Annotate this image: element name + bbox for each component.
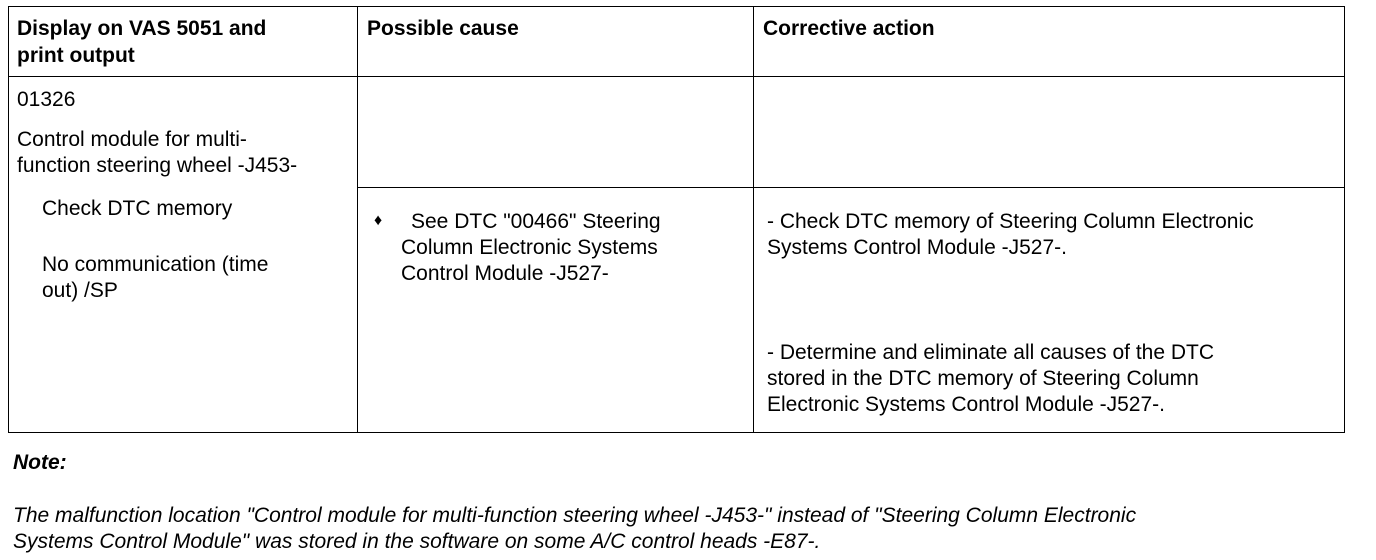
module-name-line2: function steering wheel -J453- [17, 154, 298, 177]
header-divider [8, 76, 1345, 77]
header-corrective-action: Corrective action [763, 17, 935, 40]
note-text-line2: Systems Control Module" was stored in the software on some A/C control heads -E87-. [13, 530, 821, 553]
fault-code: 01326 [17, 88, 76, 111]
row-divider [357, 187, 1345, 188]
check-dtc-memory: Check DTC memory [42, 197, 233, 220]
no-communication-line1: No communication (time [42, 253, 269, 276]
column-divider-1 [357, 6, 358, 433]
no-communication-line2: out) /SP [42, 279, 118, 302]
note-label: Note: [13, 451, 67, 474]
cause-line1: See DTC "00466" Steering [411, 210, 661, 233]
header-possible-cause: Possible cause [367, 17, 519, 40]
action-2-line1: - Determine and eliminate all causes of the DTC [767, 341, 1215, 364]
action-1-line1: - Check DTC memory of Steering Column Electronic [767, 210, 1254, 233]
header-display-line1: Display on VAS 5051 and [17, 17, 267, 40]
column-divider-2 [753, 6, 754, 433]
action-2-line2: stored in the DTC memory of Steering Column [767, 367, 1199, 390]
cause-line2: Column Electronic Systems [401, 236, 658, 259]
header-display-line2: print output [17, 44, 135, 67]
bullet-icon: ♦ [374, 212, 383, 229]
action-2-line3: Electronic Systems Control Module -J527-. [767, 393, 1165, 416]
cause-line3: Control Module -J527- [401, 262, 609, 285]
note-text-line1: The malfunction location "Control module for multi-function steering wheel -J453-" instead of "Steering Column Electronic [13, 504, 1137, 527]
action-1-line2: Systems Control Module -J527-. [767, 236, 1067, 259]
module-name-line1: Control module for multi- [17, 128, 247, 151]
